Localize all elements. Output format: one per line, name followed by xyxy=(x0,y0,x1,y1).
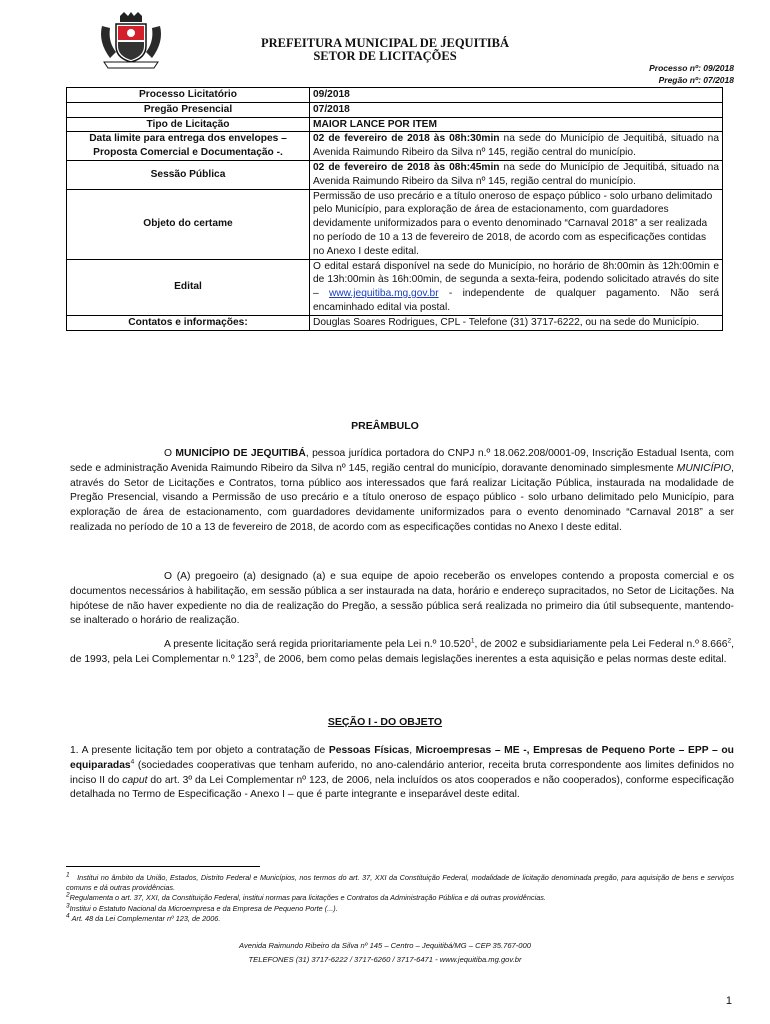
deadline-place: na sede do Município de Jequitibá, situado na Avenida Raimundo Ribeiro da Silva nº 145, região central do município. xyxy=(313,133,720,159)
footnote-divider xyxy=(66,866,260,867)
row-value xyxy=(310,160,723,189)
preamble-paragraph-2: O (A) pregoeiro (a) designado (a) e sua equipe de apoio receberão os envelopes contendo a proposta comercial e os documentos necessários à habilitação, em sessão pública a ser instaurada na data, horário e endereço supracitados, no Setor de Licitações. Na hipótese de não haver expediente no dia de realização do Pregão, a sessão pública será realizada no primeiro dia útil subsequente, mantendo-se inalterado o horário de realização. xyxy=(70,571,734,627)
row-label: Processo Licitatório xyxy=(67,88,310,103)
footnote: $^2$Regulamenta o art. 37, XXI, da Constituição Federal, institui normas para licitações e Contratos da Administração Pública e dá outras providências. xyxy=(66,891,546,903)
footnote: $^1$ Institui no âmbito da União, Estados, Distrito Federal e Municípios, nos termos do art. 37, XXI da Constituição Federal, modalidade de licitação denominada pregão, para aquisição de bens e serviços comuns e dá outras providências. xyxy=(66,871,734,893)
footer-address: Avenida Raimundo Ribeiro da Silva nº 145 – Centro – Jequitibá/MG – CEP 35.767-000 xyxy=(239,941,531,950)
table-row xyxy=(67,259,723,315)
footnotes xyxy=(66,873,734,924)
row-value: Douglas Soares Rodrigues, CPL - Telefone (31) 3717-6222, ou na sede do Município. xyxy=(310,315,723,330)
row-label: Pregão Presencial xyxy=(67,102,310,117)
row-value xyxy=(310,132,723,161)
row-label: Objeto do certame xyxy=(67,189,310,259)
objeto-paragraph: 1. A presente licitação tem por objeto a contratação de Pessoas Físicas, Microempresas – ME -, Empresas de Pequeno Porte – EPP – ou equiparadas$^4$ (sociedades cooperativas que tenham auferido, no ano-calendário anterior, receita bruta correspondente aos limites definidos no inciso II do caput do art. 3º da Lei Complementar nº 123, de 2006, nela incluídos os atos cooperados e não cooperados), conforme especificação detalhada no Termo de Especificação - Anexo I – que é parte integrante e inseparável deste edital. xyxy=(70,745,734,801)
session-date: 02 de fevereiro de 2018 às 08h:45min xyxy=(313,161,500,173)
pregao-reference: Pregão nº: 07/2018 xyxy=(658,75,734,85)
footnote-ref: 3 xyxy=(254,652,259,660)
row-value: Permissão de uso precário e a título oneroso de espaço público - solo urbano delimitado pelo Município, para exploração de área de estacionamento, com guardadores devidamente uniformizados para o evento denominado “Carnaval 2018” a ser realizada no período de 10 a 13 de fevereiro de 2018, de acordo com as especificações contidas no Anexo I deste edital. xyxy=(310,189,723,259)
edital-text: O edital estará disponível na sede do Município, no horário de 8h:00min às 12h:00min e de 13h:00min às 16h:00min, de segunda a sexta-feira, podendo solicitado através do site – xyxy=(313,260,719,300)
footnote: $^3$Institui o Estatuto Nacional da Microempresa e da Empresa de Pequeno Porte (...). xyxy=(66,902,338,913)
row-value xyxy=(310,259,723,315)
website-link[interactable]: www.jequitiba.mg.gov.br xyxy=(328,288,439,300)
footer-phones: TELEFONES (31) 3717-6222 / 3717-6260 / 3717-6471 - www.jequitiba.mg.gov.br xyxy=(248,955,522,964)
row-value: MAIOR LANCE POR ITEM xyxy=(310,117,723,132)
municipality-name: MUNICÍPIO DE JEQUITIBÁ xyxy=(175,448,306,459)
footnote-ref: 4 xyxy=(130,758,135,766)
department-name: SETOR DE LICITAÇÕES xyxy=(313,49,457,63)
table-row xyxy=(67,117,723,132)
footnote: $^4$ Art. 48 da Lei Complementar nº 123, de 2006. xyxy=(66,912,221,923)
row-label: Sessão Pública xyxy=(67,160,310,189)
row-label: Tipo de Licitação xyxy=(67,117,310,132)
institution-name: PREFEITURA MUNICIPAL DE JEQUITIBÁ xyxy=(260,36,510,50)
footnote-ref: 2 xyxy=(727,637,732,645)
page-number: 1 xyxy=(725,995,732,1007)
deadline-date: 02 de fevereiro de 2018 às 08h:30min xyxy=(313,133,500,145)
table-row xyxy=(67,132,723,161)
row-label: Data limite para entrega dos envelopes – Proposta Comercial e Documentação -. xyxy=(67,132,310,161)
table-row xyxy=(67,315,723,330)
tender-summary-table xyxy=(66,87,723,331)
row-label: Contatos e informações: xyxy=(67,315,310,330)
table-row xyxy=(67,160,723,189)
preamble-paragraph-3: A presente licitação será regida prioritariamente pela Lei n.º 10.520$^1$, de 2002 e subsidiariamente pela Lei Federal n.º 8.666$^2$, de 1993, pela Lei Complementar n.º $123^3$, de 2006, bem como pelas demais legislações inerentes a esta aquisição e pelas normas deste edital. xyxy=(70,637,734,665)
section-title-preambulo: PREÂMBULO xyxy=(351,420,419,432)
section-title-objeto: SEÇÃO I - DO OBJETO xyxy=(327,716,443,728)
table-row xyxy=(67,189,723,259)
session-place: na sede do Município de Jequitibá, situado na Avenida Raimundo Ribeiro da Silva nº 145, região central do município. xyxy=(313,161,720,187)
row-label: Edital xyxy=(67,259,310,315)
row-value: 07/2018 xyxy=(310,102,723,117)
processo-reference: Processo nº: 09/2018 xyxy=(649,63,734,73)
edital-text-end: - independente de qualquer pagamento. Não será encaminhado edital via postal. xyxy=(313,288,719,313)
row-value: 09/2018 xyxy=(310,88,723,103)
table-row xyxy=(67,102,723,117)
footnote-ref: 1 xyxy=(470,637,475,645)
table-row xyxy=(67,88,723,103)
preamble-paragraph-1: O MUNICÍPIO DE JEQUITIBÁ, pessoa jurídica portadora do CNPJ n.º 18.062.208/0001-09, Inscrição Estadual Isenta, com sede e administração Avenida Raimundo Ribeiro da Silva nº 145, região central do município, doravante denominado simplesmente MUNICÍPIO, através do Setor de Licitações e Contratos, torna público aos interessados que fará realizar Licitação Pública, instaurada na modalidade de Pregão Presencial, visando a Permissão de uso precário e a título oneroso de espaço público - solo urbano delimitado pelo Município, para exploração de área de estacionamento, com guardadores devidamente uniformizados para o evento denominado “Carnaval 2018” a ser realizada no período de 10 a 13 de fevereiro de 2018, de acordo com as especificações contidas no Anexo I deste edital. xyxy=(70,448,734,533)
